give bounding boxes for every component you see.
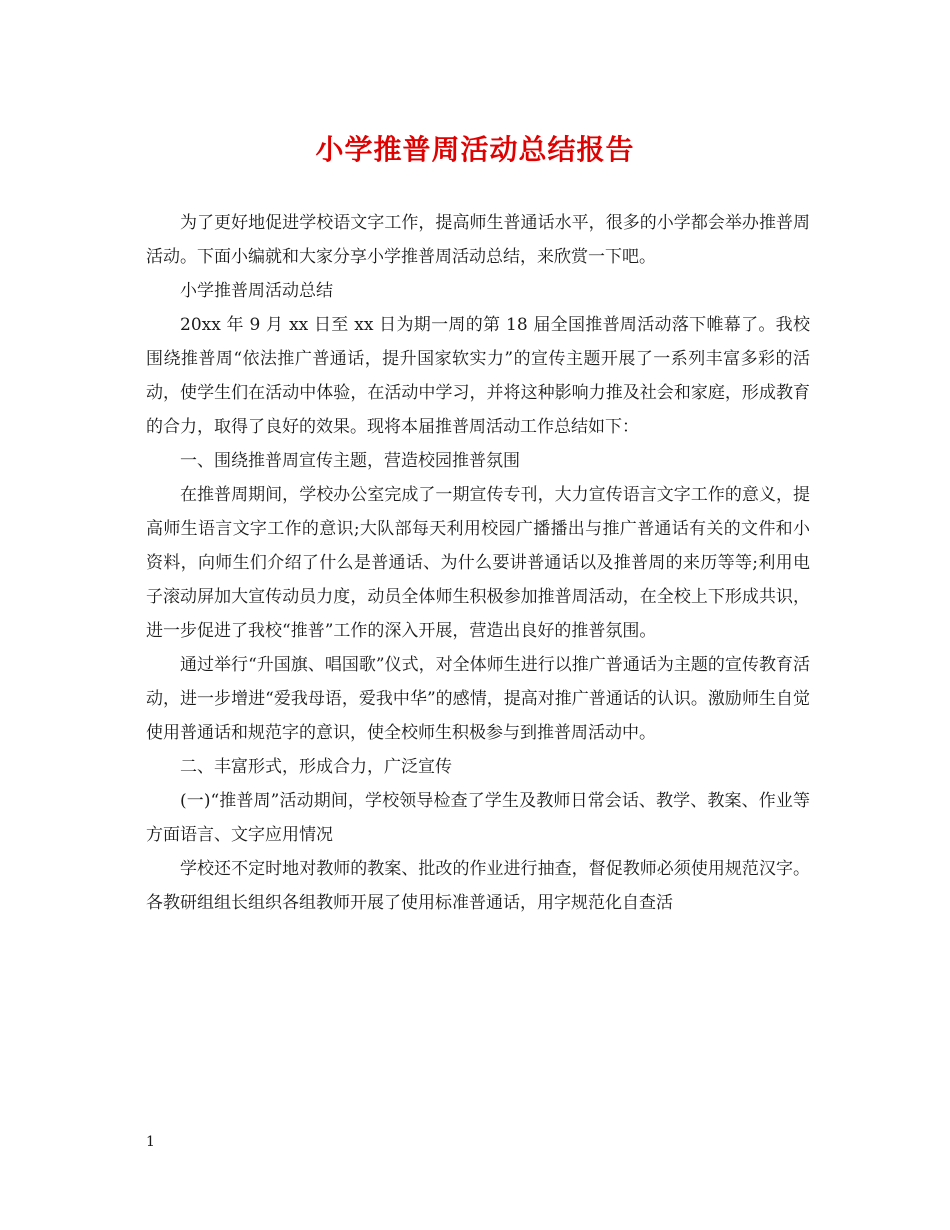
intro-paragraph: 为了更好地促进学校语文字工作，提高师生普通话水平，很多的小学都会举办推普周活动。下面小编就和大家分享小学推普周活动总结，来欣赏一下吧。 (146, 213, 810, 267)
page-number: 1 (146, 1134, 155, 1150)
body-paragraph: 在推普周期间，学校办公室完成了一期宣传专刊，大力宣传语言文字工作的意义，提高师生语言文字工作的意识;大队部每天利用校园广播播出与推广普通话有关的文件和小资料，向师生们介绍了什么是普通话、为什么要讲普通话以及推普周的来历等等;利用电子滚动屏加大宣传动员力度，动员全体师生积极参加推普周活动，在全校上下形成共识，进一步促进了我校“推普”工作的深入开展，营造出良好的推普氛围。 (146, 485, 810, 641)
section-heading-1: 一、围绕推普周宣传主题，营造校园推普氛围 (180, 451, 520, 471)
subsection-heading: (一)“推普周”活动期间，学校领导检查了学生及教师日常会话、教学、教案、作业等方面语言、文字应用情况 (146, 791, 810, 845)
summary-paragraph: 20xx 年 9 月 xx 日至 xx 日为期一周的第 18 届全国推普周活动落下帷幕了。我校围绕推普周“依法推广普通话，提升国家软实力”的宣传主题开展了一系列丰富多彩的活动，使学生们在活动中体验，在活动中学习，并将这种影响力推及社会和家庭，形成教育的合力，取得了良好的效果。现将本届推普周活动工作总结如下： (146, 315, 810, 437)
section-heading: 小学推普周活动总结 (180, 281, 333, 301)
document-body (146, 206, 810, 920)
body-paragraph: 学校还不定时地对教师的教案、批改的作业进行抽查，督促教师必须使用规范汉字。各教研组组长组织各组教师开展了使用标准普通话，用字规范化自查活 (146, 859, 810, 913)
body-paragraph: 通过举行“升国旗、唱国歌”仪式，对全体师生进行以推广普通话为主题的宣传教育活动，进一步增进“爱我母语，爱我中华”的感情，提高对推广普通话的认识。激励师生自觉使用普通话和规范字的意识，使全校师生积极参与到推普周活动中。 (146, 655, 810, 743)
document-title: 小学推普周活动总结报告 (315, 133, 635, 166)
section-heading-2: 二、丰富形式，形成合力，广泛宣传 (180, 757, 452, 777)
